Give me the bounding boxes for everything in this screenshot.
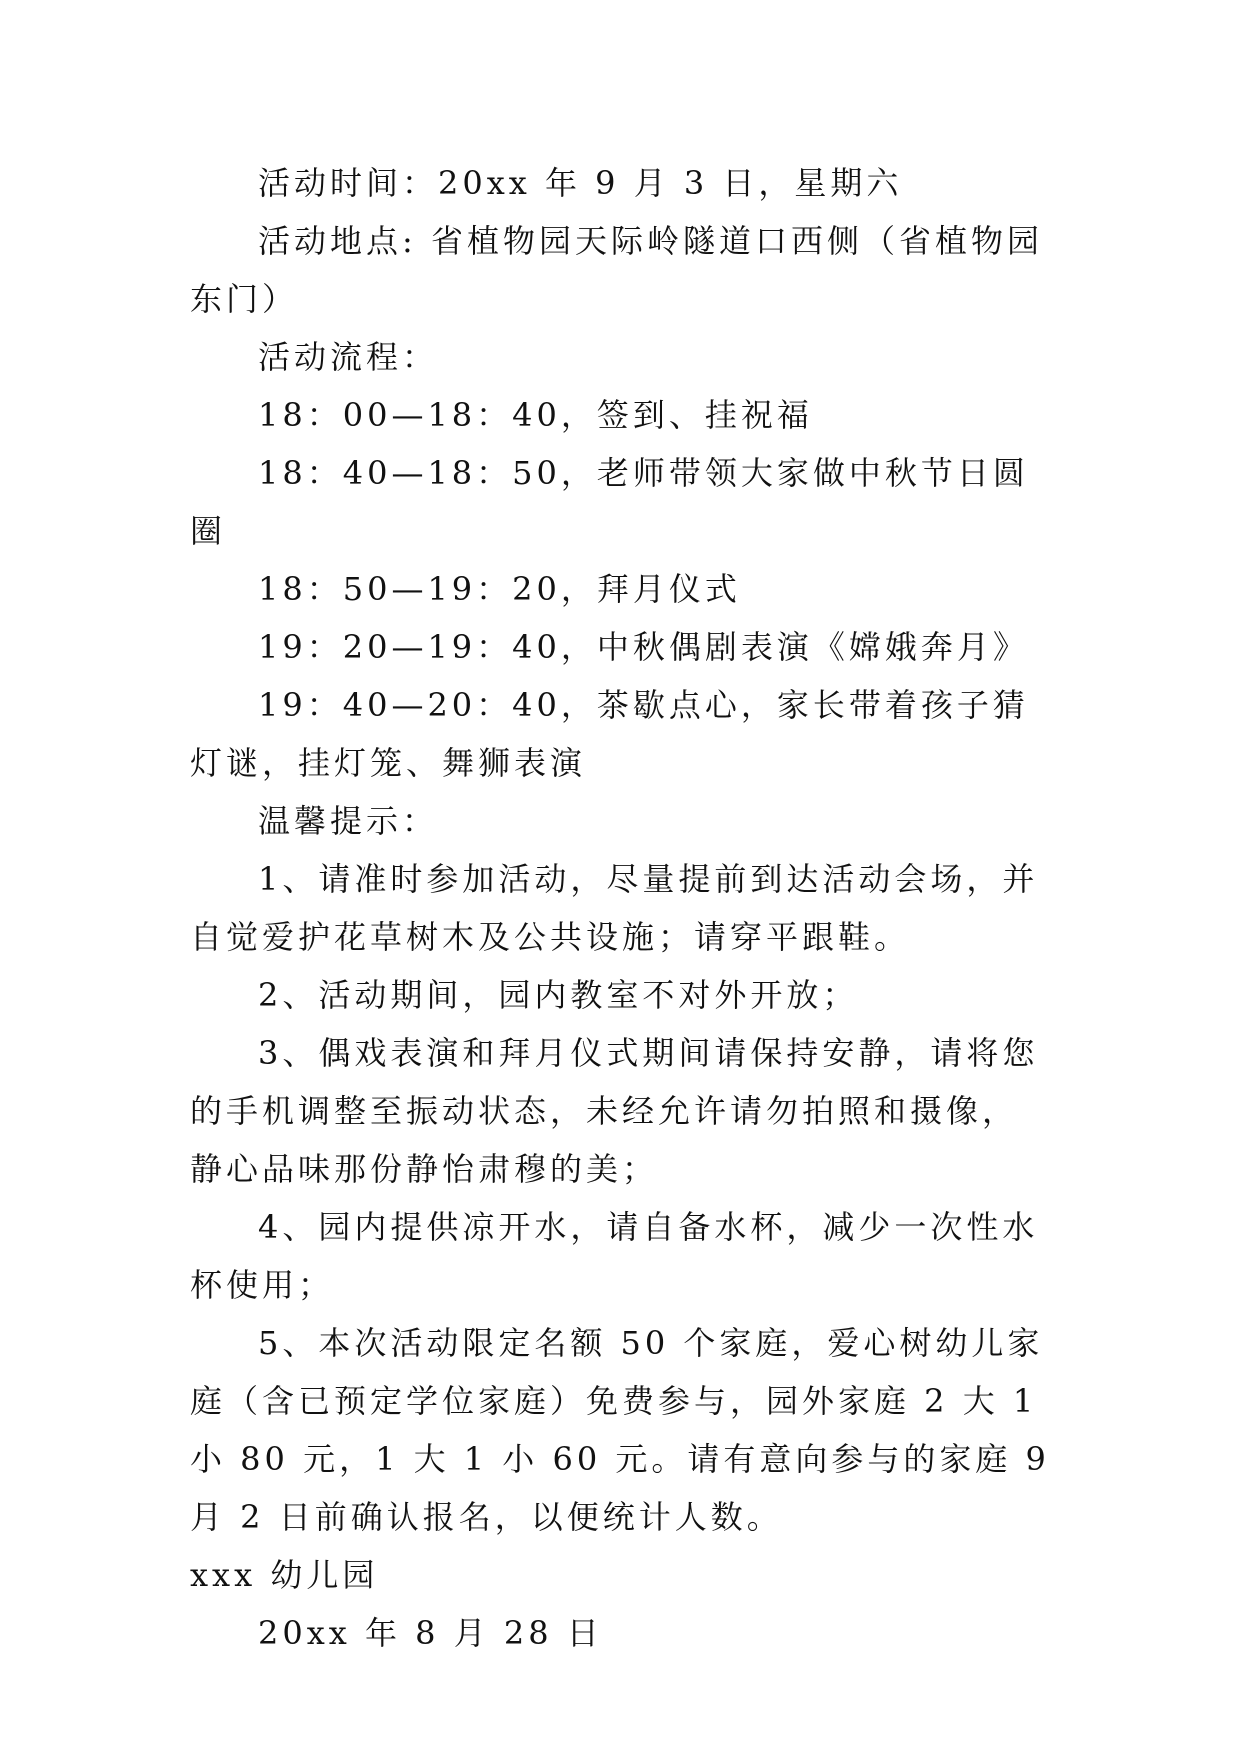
tip-item: 4、园内提供凉开水，请自备水杯，减少一次性水杯使用； bbox=[190, 1208, 1039, 1304]
activity-time: 活动时间：20xx 年 9 月 3 日，星期六 bbox=[258, 164, 903, 202]
schedule-item: 18：50—19：20，拜月仪式 bbox=[258, 570, 741, 608]
process-heading: 活动流程： bbox=[258, 338, 439, 376]
document-body bbox=[190, 154, 1050, 1662]
schedule-item: 19：20—19：40，中秋偶剧表演《嫦娥奔月》 bbox=[258, 628, 1029, 666]
schedule-item: 18：00—18：40，签到、挂祝福 bbox=[258, 396, 813, 434]
tips-heading: 温馨提示： bbox=[258, 802, 439, 840]
tip-item: 5、本次活动限定名额 50 个家庭，爱心树幼儿家庭（含已预定学位家庭）免费参与，园外家庭 2 大 1 小 80 元，1 大 1 小 60 元。请有意向参与的家庭 9 月 2 日前确认报名，以便统计人数。 bbox=[190, 1324, 1050, 1536]
schedule-item: 19：40—20：40，茶歇点心，家长带着孩子猜灯谜，挂灯笼、舞狮表演 bbox=[190, 686, 1029, 782]
signature: xxx 幼儿园 bbox=[190, 1556, 379, 1594]
schedule-item: 18：40—18：50，老师带领大家做中秋节日圆圈 bbox=[190, 454, 1029, 550]
tip-item: 2、活动期间，园内教室不对外开放； bbox=[258, 976, 859, 1014]
activity-location: 活动地点: 省植物园天际岭隧道口西侧（省植物园东门） bbox=[190, 222, 1043, 318]
tip-item: 1、请准时参加活动，尽量提前到达活动会场，并自觉爱护花草树木及公共设施；请穿平跟鞋。 bbox=[190, 860, 1039, 956]
document-date: 20xx 年 8 月 28 日 bbox=[258, 1614, 603, 1652]
tip-item: 3、偶戏表演和拜月仪式期间请保持安静，请将您的手机调整至振动状态，未经允许请勿拍照和摄像，静心品味那份静怡肃穆的美； bbox=[190, 1034, 1039, 1188]
